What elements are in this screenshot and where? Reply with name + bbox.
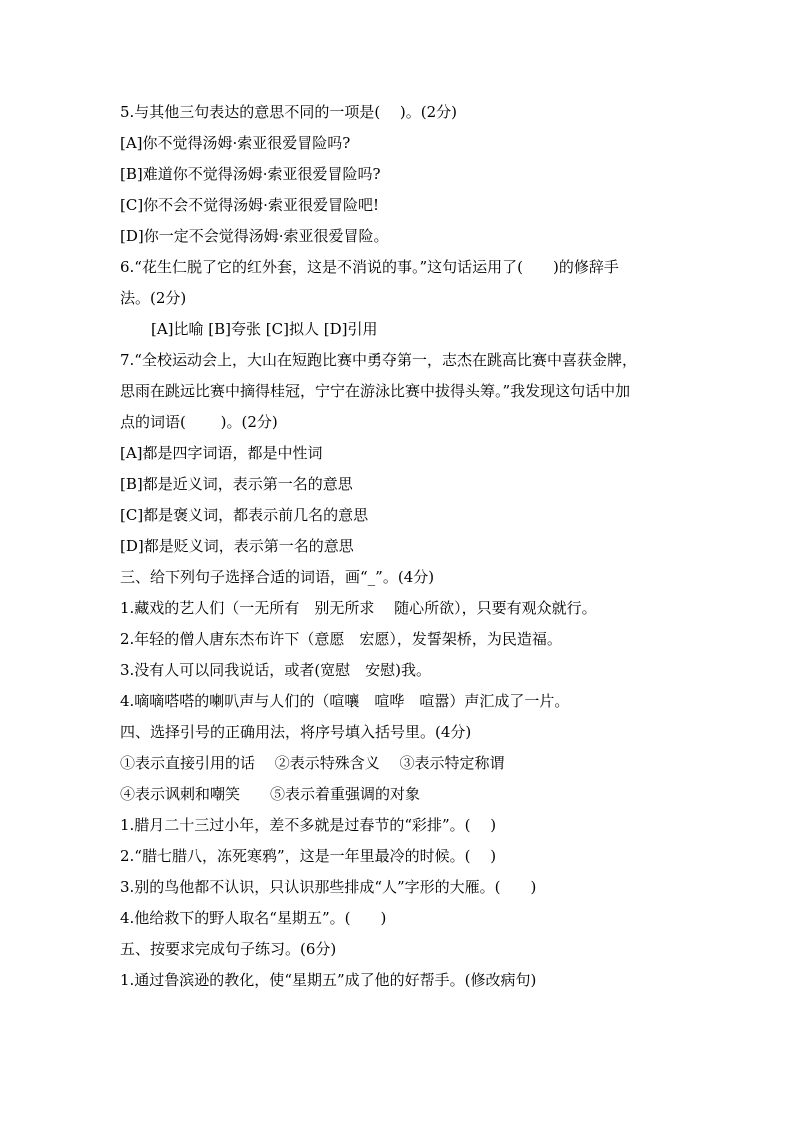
question-5: 5.与其他三句表达的意思不同的一项是( )。(2分) xyxy=(120,103,458,121)
question-6-cont: 法。(2分) xyxy=(120,289,187,307)
section-3-item-3: 3.没有人可以同我说话，或者(宽慰 安慰)我。 xyxy=(120,661,432,679)
section-4-item-3: 3.别的鸟他都不认识，只认识那些排成“人”字形的大雁。( ) xyxy=(120,878,537,896)
question-6: 6.“花生仁脱了它的红外套，这是不消说的事。”这句话运用了( )的修辞手 xyxy=(120,258,619,276)
section-4-item-2: 2.“腊七腊八，冻死寒鸦”，这是一年里最冷的时候。( ) xyxy=(120,847,497,865)
section-3-heading: 三、给下列句子选择合适的词语，画“_”。(4分) xyxy=(120,568,435,586)
option-5d: [D]你一定不会觉得汤姆·索亚很爱冒险。 xyxy=(120,227,389,245)
option-5b: [B]难道你不觉得汤姆·索亚很爱冒险吗? xyxy=(120,165,381,183)
section-3-item-4: 4.嘀嘀嗒嗒的喇叭声与人们的（喧嚷 喧哗 喧嚣）声汇成了一片。 xyxy=(120,692,570,710)
option-7c: [C]都是褒义词，都表示前几名的意思 xyxy=(120,506,369,524)
section-4-options-2: ④表示讽刺和嘲笑 ⑤表示着重强调的对象 xyxy=(120,785,421,803)
option-5a: [A]你不觉得汤姆·索亚很爱冒险吗? xyxy=(120,134,351,152)
section-3-item-2: 2.年轻的僧人唐东杰布许下（意愿 宏愿），发誓架桥，为民造福。 xyxy=(120,630,562,648)
worksheet-page xyxy=(120,97,680,996)
section-3-item-1: 1.藏戏的艺人们（一无所有 别无所求 随心所欲），只要有观众就行。 xyxy=(120,599,597,617)
section-4-heading: 四、选择引号的正确用法，将序号填入括号里。(4分) xyxy=(120,723,472,741)
question-7: 7.“全校运动会上，大山在短跑比赛中勇夺第一，志杰在跳高比赛中喜获金牌， xyxy=(120,351,637,369)
question-7-cont-2: 点的词语( )。(2分) xyxy=(120,413,278,431)
question-7-cont-1: 思雨在跳远比赛中摘得桂冠，宁宁在游泳比赛中拔得头筹。”我发现这句话中加 xyxy=(120,382,631,400)
options-6: [A]比喻 [B]夸张 [C]拟人 [D]引用 xyxy=(151,320,378,338)
section-4-options-1: ①表示直接引用的话 ②表示特殊含义 ③表示特定称谓 xyxy=(120,754,505,772)
section-4-item-4: 4.他给救下的野人取名“星期五”。( ) xyxy=(120,909,387,927)
option-7d: [D]都是贬义词，表示第一名的意思 xyxy=(120,537,354,555)
section-4-item-1: 1.腊月二十三过小年，差不多就是过春节的“彩排”。( ) xyxy=(120,816,497,834)
option-7b: [B]都是近义词，表示第一名的意思 xyxy=(120,475,353,493)
section-5-heading: 五、按要求完成句子练习。(6分) xyxy=(120,940,337,958)
option-5c: [C]你不会不觉得汤姆·索亚很爱冒险吧! xyxy=(120,196,379,214)
option-7a: [A]都是四字词语，都是中性词 xyxy=(120,444,323,462)
section-5-item-1: 1.通过鲁滨逊的教化，使“星期五”成了他的好帮手。(修改病句) xyxy=(120,971,537,989)
